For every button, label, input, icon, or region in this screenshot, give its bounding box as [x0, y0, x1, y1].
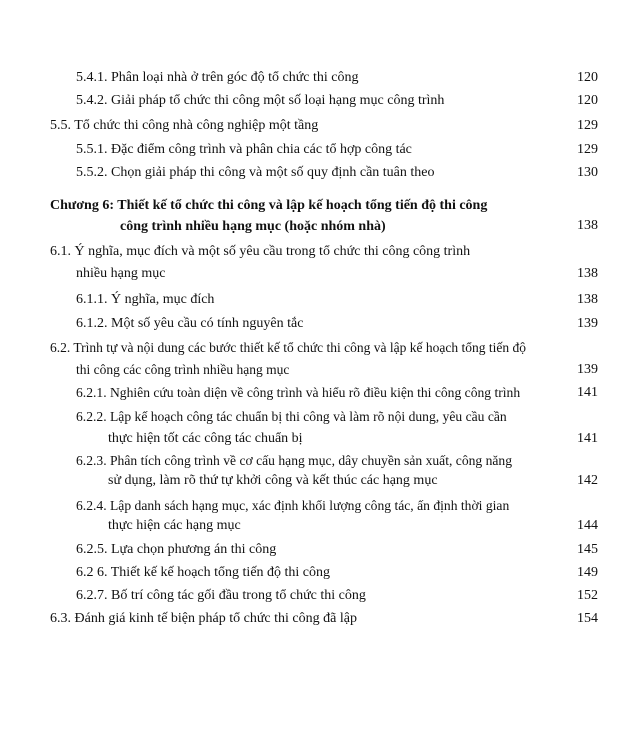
toc-entry	[0, 66, 635, 90]
toc-entry-title-line-1: 6.2.2. Lập kế hoạch công tác chuẩn bị thi công và làm rõ nội dung, yêu cầu cần	[76, 409, 507, 424]
toc-entry-title-line-1: 6.2.3. Phân tích công trình về cơ cấu hạng mục, dây chuyền sản xuất, công năng	[76, 453, 513, 468]
toc-entry-title: 5.5. Tổ chức thi công nhà công nghiệp một tầng	[50, 118, 319, 133]
toc-entry-page: 141	[577, 431, 598, 446]
toc-entry-page: 154	[577, 611, 598, 626]
toc-entry-title: 6.2.5. Lựa chọn phương án thi công	[76, 542, 277, 557]
toc-entry-title-line-2: nhiều hạng mục	[76, 266, 166, 281]
toc-entry-page: 145	[577, 542, 598, 557]
toc-chapter-title-line-2: công trình nhiều hạng mục (hoặc nhóm nhà)	[120, 219, 386, 234]
toc-entry-title: 6.2.7. Bố trí công tác gối đầu trong tổ chức thi công	[76, 588, 366, 603]
toc-entry-title-line-2: thực hiện các hạng mục	[108, 518, 241, 533]
toc-entry	[0, 607, 635, 631]
toc-entry-title: 6.3. Đánh giá kinh tế biện pháp tổ chức thi công đã lập	[50, 611, 357, 626]
toc-entry	[0, 240, 635, 288]
toc-entry-title-line-2: thi công các công trình nhiều hạng mục	[76, 362, 290, 377]
toc-entry-page: 138	[577, 266, 598, 281]
toc-entry	[0, 312, 635, 336]
toc-entry	[0, 288, 635, 312]
toc-entry-title: 5.5.2. Chọn giải pháp thi công và một số quy định cần tuân theo	[76, 165, 435, 180]
toc-entry-title: 6.2 6. Thiết kế kế hoạch tổng tiến độ thi công	[76, 565, 331, 580]
toc-entry-title-line-1: 6.2. Trình tự và nội dung các bước thiết kế tổ chức thi công và lập kế hoạch tổng tiến độ	[50, 340, 526, 355]
toc-entry-title: 5.4.2. Giải pháp tổ chức thi công một số loại hạng mục công trình	[76, 93, 445, 108]
toc-entry-page: 120	[577, 93, 598, 108]
toc-entry	[0, 138, 635, 162]
toc-entry	[0, 89, 635, 113]
toc-chapter-title-line-1: Chương 6: Thiết kế tổ chức thi công và lập kế hoạch tổng tiến độ thi công	[50, 198, 488, 213]
toc-entry-page: 139	[577, 316, 598, 331]
toc-entry	[0, 538, 635, 562]
toc-entry-page: 138	[577, 292, 598, 307]
toc-entry	[0, 405, 635, 453]
toc-entry-title: 5.4.1. Phân loại nhà ở trên góc độ tổ chức thi công	[76, 70, 359, 85]
toc-entry-title-line-1: 6.1. Ý nghĩa, mục đích và một số yêu cầu trong tổ chức thi công công trình	[50, 244, 471, 259]
toc-entry	[0, 114, 635, 138]
toc-entry	[0, 381, 635, 405]
toc-entry-title: 5.5.1. Đặc điểm công trình và phân chia các tổ hợp công tác	[76, 142, 412, 157]
toc-chapter-entry	[0, 194, 635, 242]
toc-entry	[0, 584, 635, 608]
toc-entry-page: 129	[577, 142, 598, 157]
toc-entry-title-line-2: thực hiện tốt các công tác chuẩn bị	[108, 431, 303, 446]
toc-entry	[0, 494, 635, 542]
toc-entry-page: 129	[577, 118, 598, 133]
toc-entry-page: 149	[577, 565, 598, 580]
toc-entry-page: 144	[577, 518, 598, 533]
toc-entry-title: 6.2.1. Nghiên cứu toàn diện về công trình và hiểu rõ điều kiện thi công công trình	[76, 385, 521, 400]
toc-entry-page: 120	[577, 70, 598, 85]
toc-entry	[0, 336, 635, 384]
toc-entry	[0, 561, 635, 585]
toc-entry-page: 139	[577, 362, 598, 377]
toc-entry-page: 142	[577, 473, 598, 488]
toc-entry-page: 152	[577, 588, 598, 603]
toc-entry-title: 6.1.2. Một số yêu cầu có tính nguyên tắc	[76, 316, 304, 331]
toc-entry-page: 141	[577, 385, 598, 400]
toc-entry-page: 130	[577, 165, 598, 180]
toc-entry	[0, 449, 635, 497]
toc-entry-title-line-2: sử dụng, làm rõ thứ tự khởi công và kết thúc các hạng mục	[108, 473, 438, 488]
toc-entry-page: 138	[577, 218, 598, 233]
toc-entry	[0, 161, 635, 185]
toc-entry-title-line-1: 6.2.4. Lập danh sách hạng mục, xác định khối lượng công tác, ấn định thời gian	[76, 498, 510, 513]
toc-entry-title: 6.1.1. Ý nghĩa, mục đích	[76, 292, 215, 307]
